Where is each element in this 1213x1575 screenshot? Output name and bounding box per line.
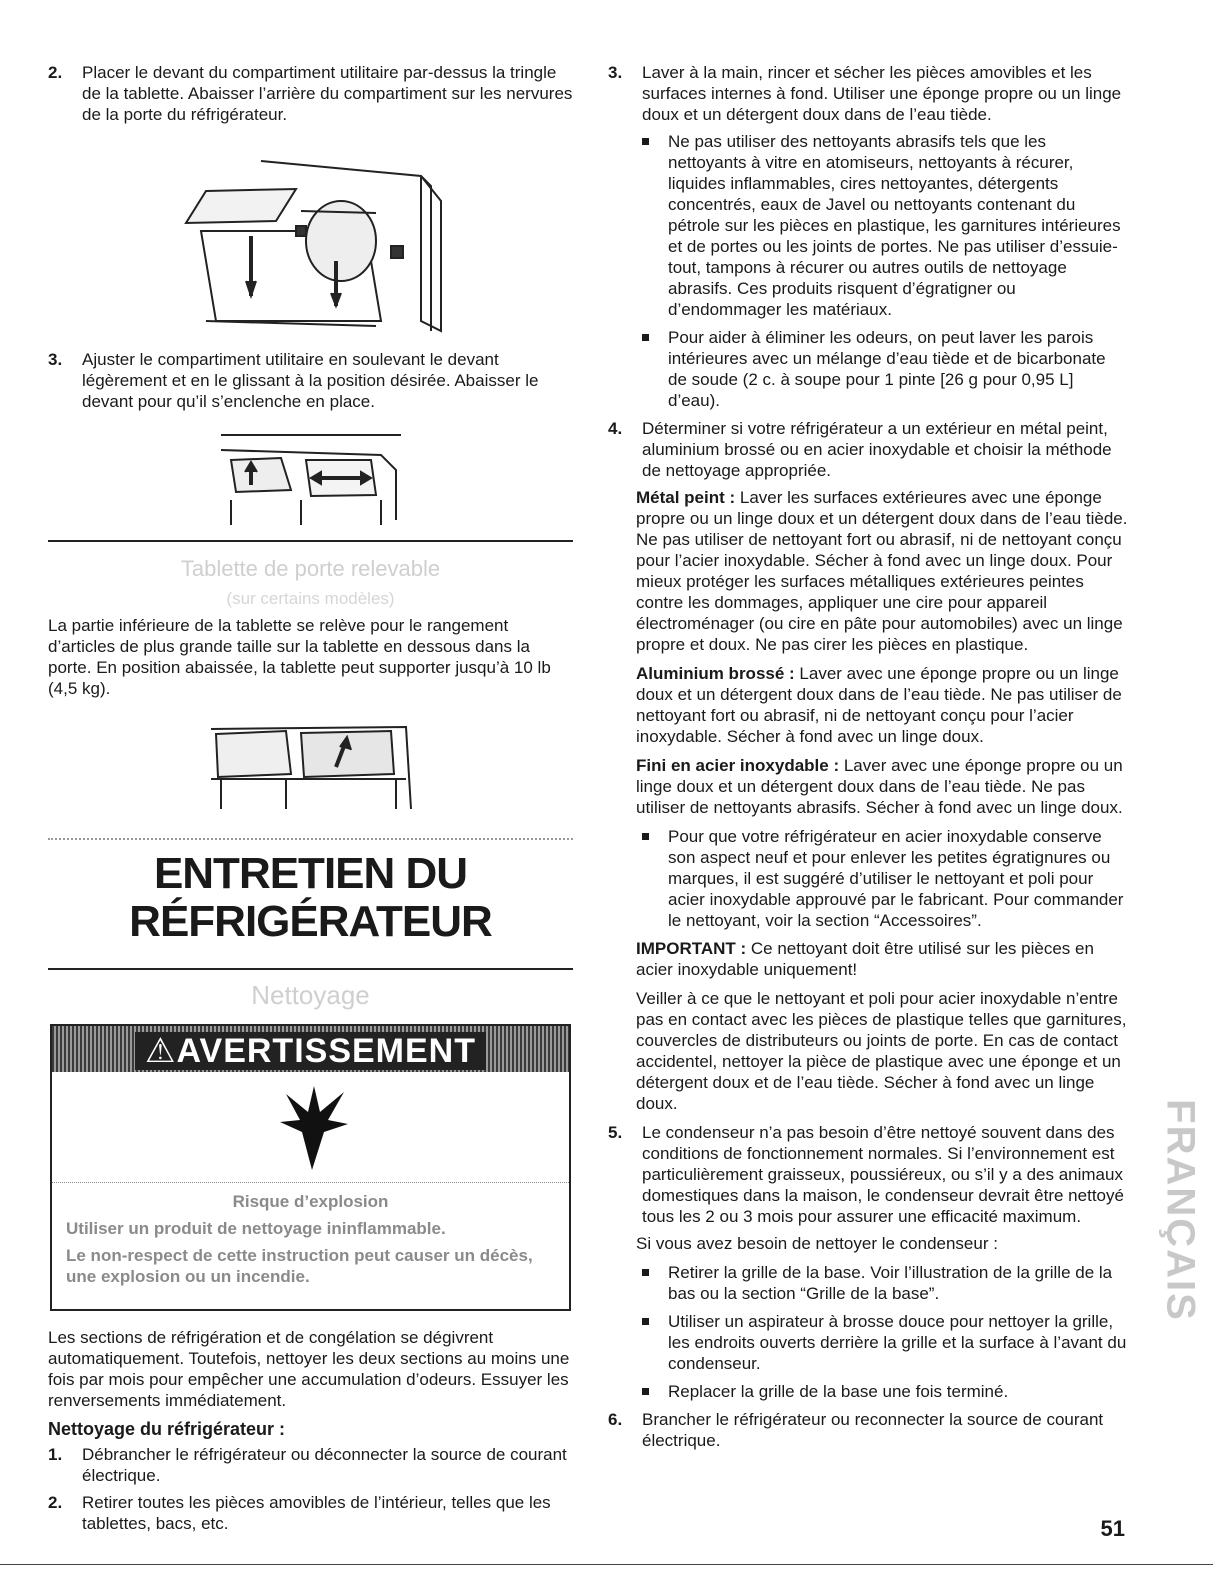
- warning-line-1: Utiliser un produit de nettoyage ininflammable.: [66, 1219, 446, 1238]
- warning-text: [52, 1191, 569, 1309]
- right-column: [608, 62, 1128, 1457]
- bullet-item: Utiliser un aspirateur à brosse douce pour nettoyer la grille, les endroits ouverts derrière la grille et la surface à l’avant du condenseur.: [636, 1311, 1128, 1374]
- step-6: [608, 1409, 1128, 1451]
- step-3: [48, 349, 573, 412]
- step-text: Débrancher le réfrigérateur ou déconnecter la source de courant électrique.: [82, 1445, 567, 1485]
- important-paragraph: IMPORTANT : Ce nettoyant doit être utilisé sur les pièces en acier inoxydable uniquement!: [636, 939, 1094, 979]
- bullet-item: Pour que votre réfrigérateur en acier inoxydable conserve son aspect neuf et pour enlever les petites égratignures ou marques, il est suggéré d’utiliser le nettoyant et poli pour acier inoxydable approuvé par le fabricant. Pour commander le nettoyant, voir la section “Accessoires”.: [636, 826, 1128, 931]
- clean-fridge-heading: Nettoyage du réfrigérateur :: [48, 1419, 286, 1439]
- bullet-icon: [642, 833, 649, 840]
- step-text: Ajuster le compartiment utilitaire en soulevant le devant légèrement et en le glissant à la position désirée. Abaisser le devant pour qu’il s’enclenche en place.: [82, 350, 539, 411]
- bin-slide-illustration: [211, 430, 411, 530]
- step-4: [608, 418, 1128, 481]
- explosion-area: [52, 1072, 569, 1183]
- step-text: Laver à la main, rincer et sécher les pièces amovibles et les surfaces internes à fond. Utiliser une éponge propre ou un linge doux et un détergent doux dans de l’eau tiède.: [642, 63, 1122, 124]
- bullet-icon: [642, 1318, 649, 1325]
- step-number: 3.: [48, 350, 63, 369]
- dotted-rule: [48, 838, 573, 840]
- cleaning-heading: Nettoyage: [251, 980, 370, 1010]
- bullet-icon: [642, 1388, 649, 1395]
- clean-step-1: [48, 1444, 573, 1486]
- warning-banner: [52, 1026, 569, 1072]
- painted-metal-paragraph: Métal peint : Laver les surfaces extérieures avec une éponge propre ou un linge doux et un détergent doux dans de l’eau tiède. Ne pas utiliser de nettoyant fort ou abrasif, ni de nettoyant conçu pour l’acier inoxydable. Sécher à fond avec un linge doux. Pour mieux protéger les surfaces métalliques extérieures peintes contre les dommages, appliquer une cire pour appareil électroménager (ou cire en pâte pour automobiles) avec un linge propre et doux. Ne pas cirer les pièces en plastique.: [636, 488, 1128, 654]
- bullet-icon: [642, 334, 649, 341]
- clean-step-2: [48, 1492, 573, 1534]
- language-side-tab: FRANÇAIS: [1158, 1099, 1203, 1322]
- warning-line-2: Le non-respect de cette instruction peut causer un décès, une explosion ou un incendie.: [66, 1246, 533, 1286]
- bullet-icon: [642, 138, 649, 145]
- step-text: Le condenseur n’a pas besoin d’être nettoyé souvent dans des conditions de fonctionnement normales. Si l’environnement est particulièrement graisseux, poussiéreux, ou s’il y a des animaux domestiques dans la maison, le condenseur devrait être nettoyé tous les 2 ou 3 mois pour assurer une efficacité maximum.: [642, 1123, 1124, 1226]
- stainless-paragraph: Fini en acier inoxydable : Laver avec une éponge propre ou un linge doux et un détergent doux dans de l’eau tiède. Ne pas utiliser de nettoyants abrasifs. Sécher à fond avec un linge doux.: [636, 756, 1123, 817]
- condenser-intro: Si vous avez besoin de nettoyer le condenseur :: [636, 1234, 998, 1253]
- defrost-text: Les sections de réfrigération et de congélation se dégivrent automatiquement. Toutefois, nettoyer les deux sections au moins une fois par mois pour empêcher une accumulation d’odeurs. Essuyer les renversements immédiatement.: [48, 1328, 570, 1410]
- step-number: 4.: [608, 419, 623, 438]
- step-number: 3.: [608, 63, 623, 82]
- brushed-aluminum-paragraph: Aluminium brossé : Laver avec une éponge propre ou un linge doux et un détergent doux dans de l’eau tiède. Ne pas utiliser de nettoyant fort ou abrasif, ni de nettoyant conçu pour l’acier inoxydable. Sécher à fond avec un linge doux.: [636, 664, 1122, 746]
- footer-rule: [0, 1564, 1213, 1565]
- page-title-line-2: RÉFRIGÉRATEUR: [129, 897, 492, 946]
- step-2: [48, 62, 573, 125]
- explosion-icon: [272, 1082, 352, 1172]
- page-title-line-1: ENTRETIEN DU: [153, 849, 468, 898]
- section-rule: [48, 968, 573, 970]
- bullet-item: Pour aider à éliminer les odeurs, on peut laver les parois intérieures avec un mélange d’eau tiède et de bicarbonate de soude (2 c. à soupe pour 1 pinte [26 g pour 0,95 L] d’eau).: [636, 327, 1128, 411]
- step-text: Déterminer si votre réfrigérateur a un extérieur en métal peint, aluminium brossé ou en acier inoxydable et choisir la méthode de nettoyage appropriée.: [642, 419, 1112, 480]
- step-number: 1.: [48, 1445, 63, 1464]
- shelf-text: La partie inférieure de la tablette se relève pour le rangement d’articles de plus grande taille sur la tablette en dessous dans la porte. En position abaissée, la tablette peut supporter jusqu’à 10 lb (4,5 kg).: [48, 616, 551, 698]
- warning-triangle-icon: ⚠: [145, 1032, 177, 1070]
- warning-label: ⚠AVERTISSEMENT: [135, 1032, 486, 1070]
- shelf-heading: Tablette de porte relevable: [180, 556, 441, 581]
- warning-box: [50, 1024, 571, 1311]
- bullet-item: Retirer la grille de la base. Voir l’illustration de la grille de la bas ou la section “Grille de la base”.: [636, 1262, 1128, 1304]
- page-number: 51: [1100, 1516, 1125, 1541]
- step-number: 5.: [608, 1123, 623, 1142]
- warning-risk: Risque d’explosion: [232, 1192, 389, 1211]
- bullet-item: Ne pas utiliser des nettoyants abrasifs tels que les nettoyants à vitre en atomiseurs, nettoyants à récurer, liquides inflammables, cires nettoyantes, détergents concentrés, eaux de Javel ou nettoyants contenant du pétrole sur les pièces en plastique, les garnitures intérieures et de portes ou les joints de portes. Ne pas utiliser d’essuie-tout, tampons à récurer ou autres outils de nettoyage abrasifs. Ces produits risquent d’égratigner ou d’endommager les matériaux.: [636, 131, 1128, 320]
- step-text: Placer le devant du compartiment utilitaire par-dessus la tringle de la tablette. Abaisser l’arrière du compartiment sur les nervures de la porte du réfrigérateur.: [82, 63, 573, 124]
- step-text: Retirer toutes les pièces amovibles de l’intérieur, telles que les tablettes, bacs, etc.: [82, 1493, 551, 1533]
- shelf-subheading: (sur certains modèles): [226, 589, 395, 608]
- bullet-item: Replacer la grille de la base une fois terminé.: [636, 1381, 1128, 1402]
- left-column: [48, 62, 573, 1540]
- utility-bin-illustration: [166, 131, 456, 341]
- step-number: 2.: [48, 63, 63, 82]
- tilt-shelf-illustration: [206, 719, 416, 814]
- step-3: [608, 62, 1128, 125]
- step-number: 6.: [608, 1410, 623, 1429]
- bullet-icon: [642, 1269, 649, 1276]
- step-5: [608, 1122, 1128, 1227]
- step-number: 2.: [48, 1493, 63, 1512]
- contact-paragraph: Veiller à ce que le nettoyant et poli pour acier inoxydable n’entre pas en contact avec les pièces de plastique telles que garnitures, couvercles de distributeurs ou joints de porte. En cas de contact accidentel, nettoyer la pièce de plastique avec une éponge et un détergent doux et de l’eau tiède. Sécher à fond avec un linge doux.: [636, 989, 1127, 1113]
- step-text: Brancher le réfrigérateur ou reconnecter la source de courant électrique.: [642, 1410, 1104, 1450]
- section-rule: [48, 540, 573, 542]
